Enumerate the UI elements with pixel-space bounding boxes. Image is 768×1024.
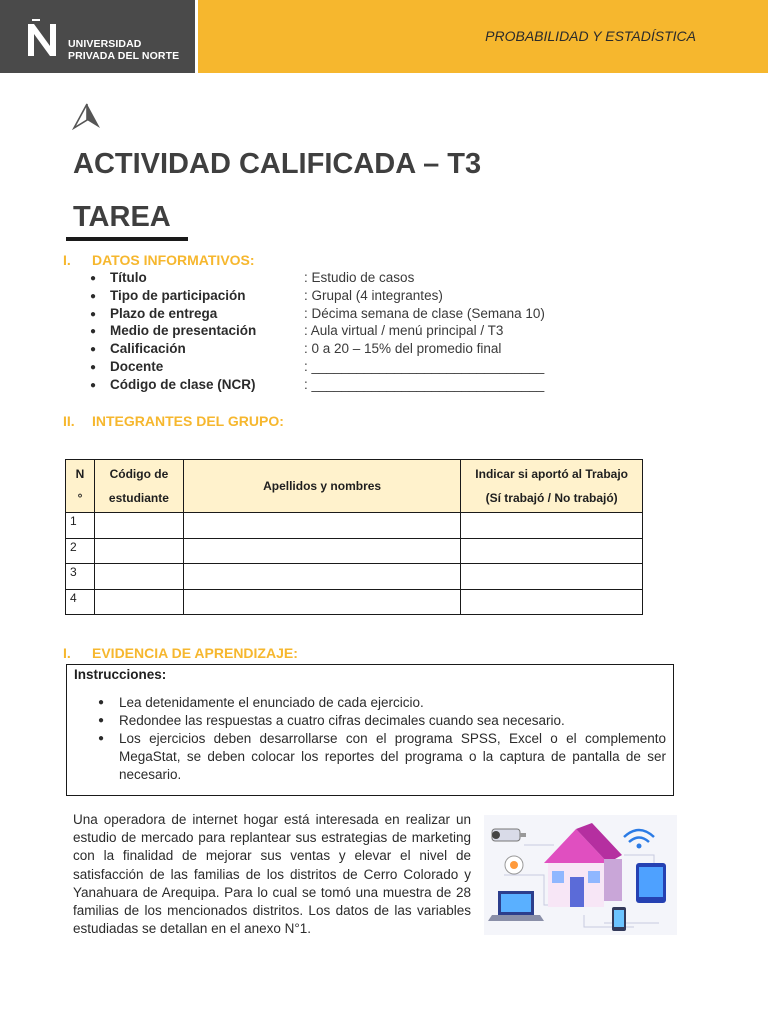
page-title: ACTIVIDAD CALIFICADA – T3 — [73, 148, 482, 180]
title-underline — [66, 237, 188, 241]
section-heading-integrantes — [63, 413, 284, 429]
list-item — [74, 694, 666, 712]
instructions-box — [66, 664, 674, 796]
bullet-icon: ● — [98, 697, 105, 708]
header-logo-panel — [0, 0, 195, 73]
bullet-icon: ● — [90, 344, 97, 356]
header-text: (Sí trabajó / No trabajó) — [485, 491, 618, 505]
names-cell[interactable] — [183, 538, 460, 564]
info-label: Medio de presentación — [110, 323, 257, 339]
info-label: Código de clase (NCR) — [110, 376, 256, 392]
info-label: Calificación — [110, 341, 186, 357]
col-header-student-code — [94, 460, 183, 513]
row-number: 4 — [66, 589, 95, 615]
info-value: : Estudio de casos — [304, 270, 415, 285]
info-label: Docente — [110, 358, 164, 374]
instruction-text: Lea detenidamente el enunciado de cada ejercicio. — [119, 695, 424, 710]
navigation-arrow-icon — [72, 102, 102, 130]
bullet-icon: ● — [90, 290, 97, 302]
table-row — [66, 564, 643, 590]
case-study-paragraph: Una operadora de internet hogar está interesada en realizar un estudio de mercado para replantear sus estrategias de marketing con la finalidad de mejorar sus ventas y elevar el nivel de satisfacción de las familias de los distritos de Cerro Colorado y Yanahuara de Arequipa. Para lo cual se tomó una muestra de 28 familias de los mencionados distritos. Los datos de las variables estudiadas se detallan en el anexo N°1. — [73, 812, 471, 937]
header-text: ° — [77, 491, 83, 505]
contribution-cell[interactable] — [461, 538, 643, 564]
section-title: EVIDENCIA DE APRENDIZAJE: — [92, 645, 298, 661]
col-header-contribution — [461, 460, 643, 513]
info-label: Plazo de entrega — [110, 305, 218, 321]
row-number: 1 — [66, 513, 95, 539]
university-name-line2: PRIVADA DEL NORTE — [68, 50, 180, 62]
info-label: Título — [110, 270, 147, 285]
instructions-title: Instrucciones: — [74, 667, 167, 682]
student-code-cell[interactable] — [94, 589, 183, 615]
student-code-cell[interactable] — [94, 564, 183, 590]
list-item — [74, 730, 666, 784]
info-value: : Grupal (4 integrantes) — [304, 287, 443, 303]
names-cell[interactable] — [183, 564, 460, 590]
course-name: PROBABILIDAD Y ESTADÍSTICA — [485, 28, 696, 44]
col-header-number — [66, 460, 95, 513]
list-item — [90, 377, 690, 395]
bullet-icon: ● — [90, 273, 97, 284]
university-name-line1: UNIVERSIDAD — [68, 38, 142, 50]
list-item — [90, 341, 690, 359]
info-list — [90, 270, 690, 395]
table-header-row — [66, 460, 643, 513]
header-text: Indicar si aportó al Trabajo — [475, 467, 629, 481]
names-cell[interactable] — [183, 513, 460, 539]
section-number: I. — [63, 645, 71, 661]
list-item — [90, 288, 690, 306]
university-logo-icon — [26, 18, 60, 58]
bullet-icon: ● — [90, 326, 97, 338]
list-item — [74, 712, 666, 730]
instruction-text: Los ejercicios deben desarrollarse con el programa SPSS, Excel o el complemento MegaStat, se deben colocar los reportes del programa o la captura de pantalla de ser necesario. — [119, 731, 666, 782]
info-value: : Aula virtual / menú principal / T3 — [304, 323, 504, 339]
info-value: : _______________________________ — [304, 376, 545, 392]
section-title: DATOS INFORMATIVOS: — [92, 252, 255, 268]
header-text: N — [75, 467, 85, 481]
col-header-names: Apellidos y nombres — [183, 460, 460, 513]
header-text: estudiante — [108, 491, 169, 505]
bullet-icon: ● — [90, 308, 97, 320]
section-title: INTEGRANTES DEL GRUPO: — [92, 413, 284, 429]
table-row — [66, 538, 643, 564]
row-number: 2 — [66, 538, 95, 564]
bullet-icon: ● — [90, 379, 97, 391]
bullet-icon: ● — [98, 733, 105, 744]
section-number: II. — [63, 413, 75, 429]
section-heading-datos — [63, 252, 255, 268]
instruction-text: Redondee las respuestas a cuatro cifras decimales cuando sea necesario. — [119, 713, 565, 728]
section-heading-evidencia — [63, 645, 298, 661]
row-number: 3 — [66, 564, 95, 590]
student-code-cell[interactable] — [94, 513, 183, 539]
list-item — [90, 323, 690, 341]
names-cell[interactable] — [183, 589, 460, 615]
university-name — [68, 38, 179, 62]
info-value: : 0 a 20 – 15% del promedio final — [304, 341, 502, 357]
table-row — [66, 513, 643, 539]
info-value: : Décima semana de clase (Semana 10) — [304, 305, 545, 321]
contribution-cell[interactable] — [461, 564, 643, 590]
contribution-cell[interactable] — [461, 513, 643, 539]
list-item — [90, 306, 690, 324]
list-item — [90, 270, 690, 288]
members-table — [65, 459, 643, 615]
contribution-cell[interactable] — [461, 589, 643, 615]
section-number: I. — [63, 252, 71, 268]
page-subtitle: TAREA — [73, 201, 171, 233]
bullet-icon: ● — [90, 361, 97, 373]
list-item — [90, 359, 690, 377]
header-text: Código de — [109, 467, 169, 481]
info-label: Tipo de participación — [110, 287, 246, 303]
bullet-icon: ● — [98, 715, 105, 726]
info-value: : _______________________________ — [304, 358, 545, 374]
table-row — [66, 589, 643, 615]
student-code-cell[interactable] — [94, 538, 183, 564]
smart-home-illustration — [484, 815, 677, 935]
